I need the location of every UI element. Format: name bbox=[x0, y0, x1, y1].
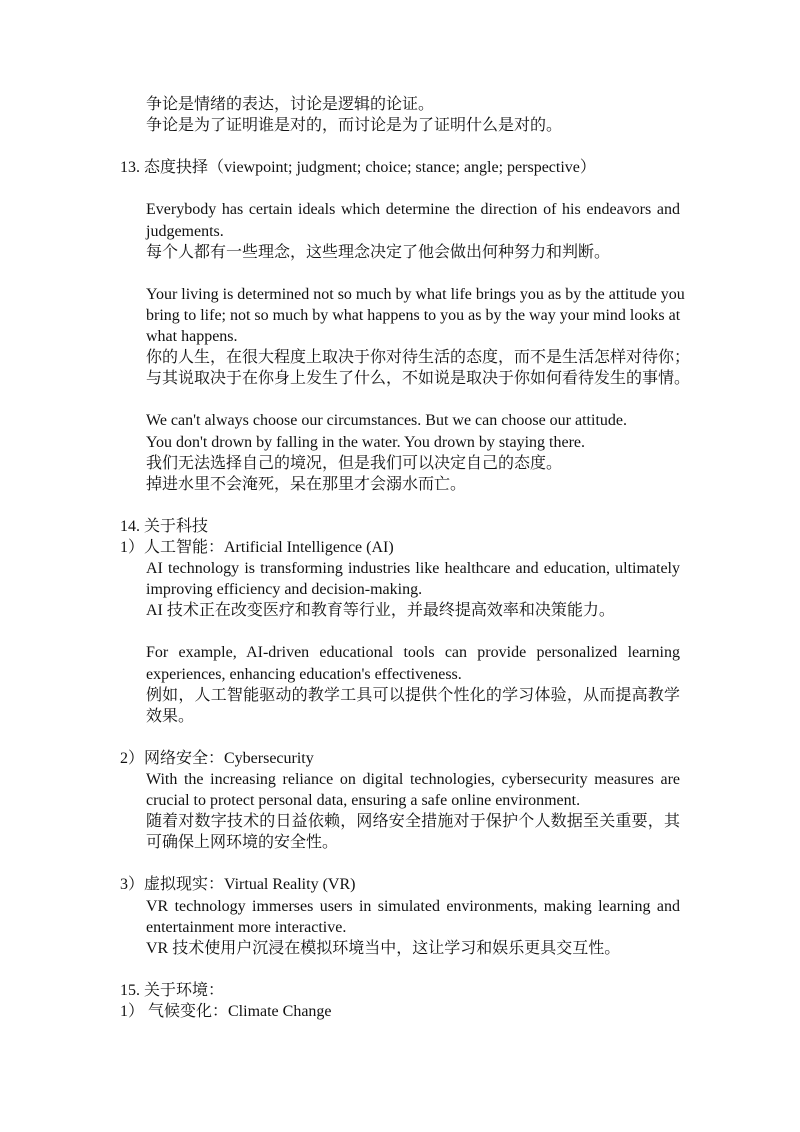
paragraph-line: judgements. bbox=[146, 222, 224, 240]
subsection-heading-climate: 1） 气候变化：Climate Change bbox=[120, 1003, 332, 1021]
paragraph-line: AI technology is transforming industries like healthcare and education, ultimately bbox=[146, 560, 680, 578]
paragraph-line: VR technology immerses users in simulated environments, making learning and bbox=[146, 897, 680, 915]
blank-line bbox=[0, 263, 800, 284]
paragraph-line: 每个人都有一些理念，这些理念决定了他会做出何种努力和判断。 bbox=[146, 243, 611, 261]
paragraph-line: crucial to protect personal data, ensuring a safe online environment. bbox=[146, 792, 581, 810]
paragraph-line: Everybody has certain ideals which determine the direction of his endeavors and bbox=[146, 201, 680, 219]
paragraph-line: With the increasing reliance on digital technologies, cybersecurity measures are bbox=[146, 771, 680, 788]
paragraph-line: Your living is determined not so much by what life brings you as by the attitude you bbox=[146, 285, 685, 303]
paragraph-line: AI 技术正在改变医疗和教育等行业，并最终提高效率和决策能力。 bbox=[146, 602, 615, 620]
subsection-heading-cybersecurity: 2）网络安全：Cybersecurity bbox=[120, 749, 314, 767]
blank-line bbox=[0, 727, 800, 748]
blank-line bbox=[0, 621, 800, 642]
paragraph-line: 我们无法选择自己的境况，但是我们可以决定自己的态度。 bbox=[146, 454, 563, 472]
blank-line bbox=[0, 495, 800, 516]
paragraph-line: 争论是情绪的表达，讨论是逻辑的论证。 bbox=[146, 96, 435, 113]
blank-line bbox=[0, 853, 800, 874]
subsection-heading-ai: 1）人工智能：Artificial Intelligence (AI) bbox=[120, 538, 394, 556]
paragraph-line: 与其说取决于在你身上发生了什么，不如说是取决于你如何看待发生的事情。 bbox=[146, 370, 691, 388]
paragraph-line: entertainment more interactive. bbox=[146, 918, 347, 936]
paragraph-line: For example, AI-driven educational tools can provide personalized learning bbox=[146, 644, 680, 662]
paragraph-line: You don't drown by falling in the water. You drown by staying there. bbox=[146, 433, 586, 451]
paragraph-line: what happens. bbox=[146, 328, 238, 346]
section-heading-15: 15. 关于环境： bbox=[120, 981, 225, 999]
paragraph-line: We can't always choose our circumstances. But we can choose our attitude. bbox=[146, 412, 627, 430]
paragraph-line: 效果。 bbox=[146, 707, 195, 725]
paragraph-line: bring to life; not so much by what happens to you as by the way your mind looks at bbox=[146, 306, 681, 324]
section-heading-13: 13. 态度抉择（viewpoint; judgment; choice; stance; angle; perspective） bbox=[120, 159, 596, 177]
blank-line bbox=[0, 389, 800, 410]
blank-line bbox=[0, 959, 800, 980]
section-heading-14: 14. 关于科技 bbox=[120, 517, 209, 535]
blank-line bbox=[0, 136, 800, 157]
paragraph-line: experiences, enhancing education's effectiveness. bbox=[146, 665, 462, 683]
paragraph-line: improving efficiency and decision-making. bbox=[146, 581, 423, 599]
paragraph-line: 随着对数字技术的日益依赖，网络安全措施对于保护个人数据至关重要，其 bbox=[146, 813, 680, 831]
paragraph-line: 掉进水里不会淹死，呆在那里才会溺水而亡。 bbox=[146, 475, 467, 493]
paragraph-line: 可确保上网环境的安全性。 bbox=[146, 834, 339, 852]
paragraph-line: VR 技术使用户沉浸在模拟环境当中，这让学习和娱乐更具交互性。 bbox=[146, 939, 621, 957]
blank-line bbox=[0, 178, 800, 199]
paragraph-line: 例如，人工智能驱动的教学工具可以提供个性化的学习体验，从而提高教学 bbox=[146, 686, 680, 704]
subsection-heading-vr: 3）虚拟现实：Virtual Reality (VR) bbox=[120, 876, 356, 894]
paragraph-line: 你的人生，在很大程度上取决于你对待生活的态度，而不是生活怎样对待你； bbox=[146, 349, 691, 367]
paragraph-line: 争论是为了证明谁是对的，而讨论是为了证明什么是对的。 bbox=[146, 117, 563, 135]
